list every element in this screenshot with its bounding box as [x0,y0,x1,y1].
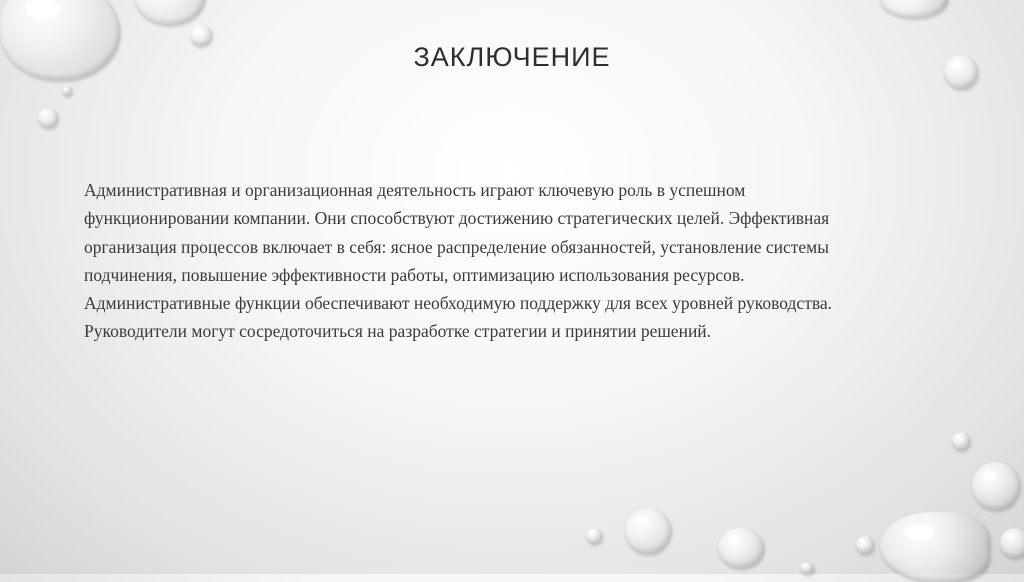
water-drop-icon [880,0,948,18]
water-drop-icon [135,0,205,25]
water-drop-icon [586,528,602,544]
body-line: Административные функции обеспечивают необходимую поддержку для всех уровней руководства. [84,293,833,314]
slide-title: ЗАКЛЮЧЕНИЕ [413,42,611,72]
water-drop-icon [856,536,874,554]
body-line: подчинения, повышение эффективности работы, оптимизацию использования ресурсов. [84,264,745,285]
water-drop-icon [800,562,814,574]
water-drop-icon [38,108,58,128]
water-drop-icon [1000,528,1024,558]
water-drop-icon [625,508,671,554]
water-drop-icon [718,528,764,568]
body-line: Руководители могут сосредоточиться на разработке стратегии и принятии решений. [84,321,712,342]
water-drop-icon [62,86,72,96]
slide-body [84,176,934,346]
body-line: организация процессов включает в себя: ясное распределение обязанностей, установление системы [84,236,830,257]
body-line: функционировании компании. Они способствуют достижению стратегических целей. Эффективная [84,208,830,229]
water-drop-icon [972,462,1020,510]
water-drop-icon [952,432,970,450]
water-drop-icon [880,512,990,582]
body-line: Административная и организационная деятельность играют ключевую роль в успешном [84,180,746,200]
